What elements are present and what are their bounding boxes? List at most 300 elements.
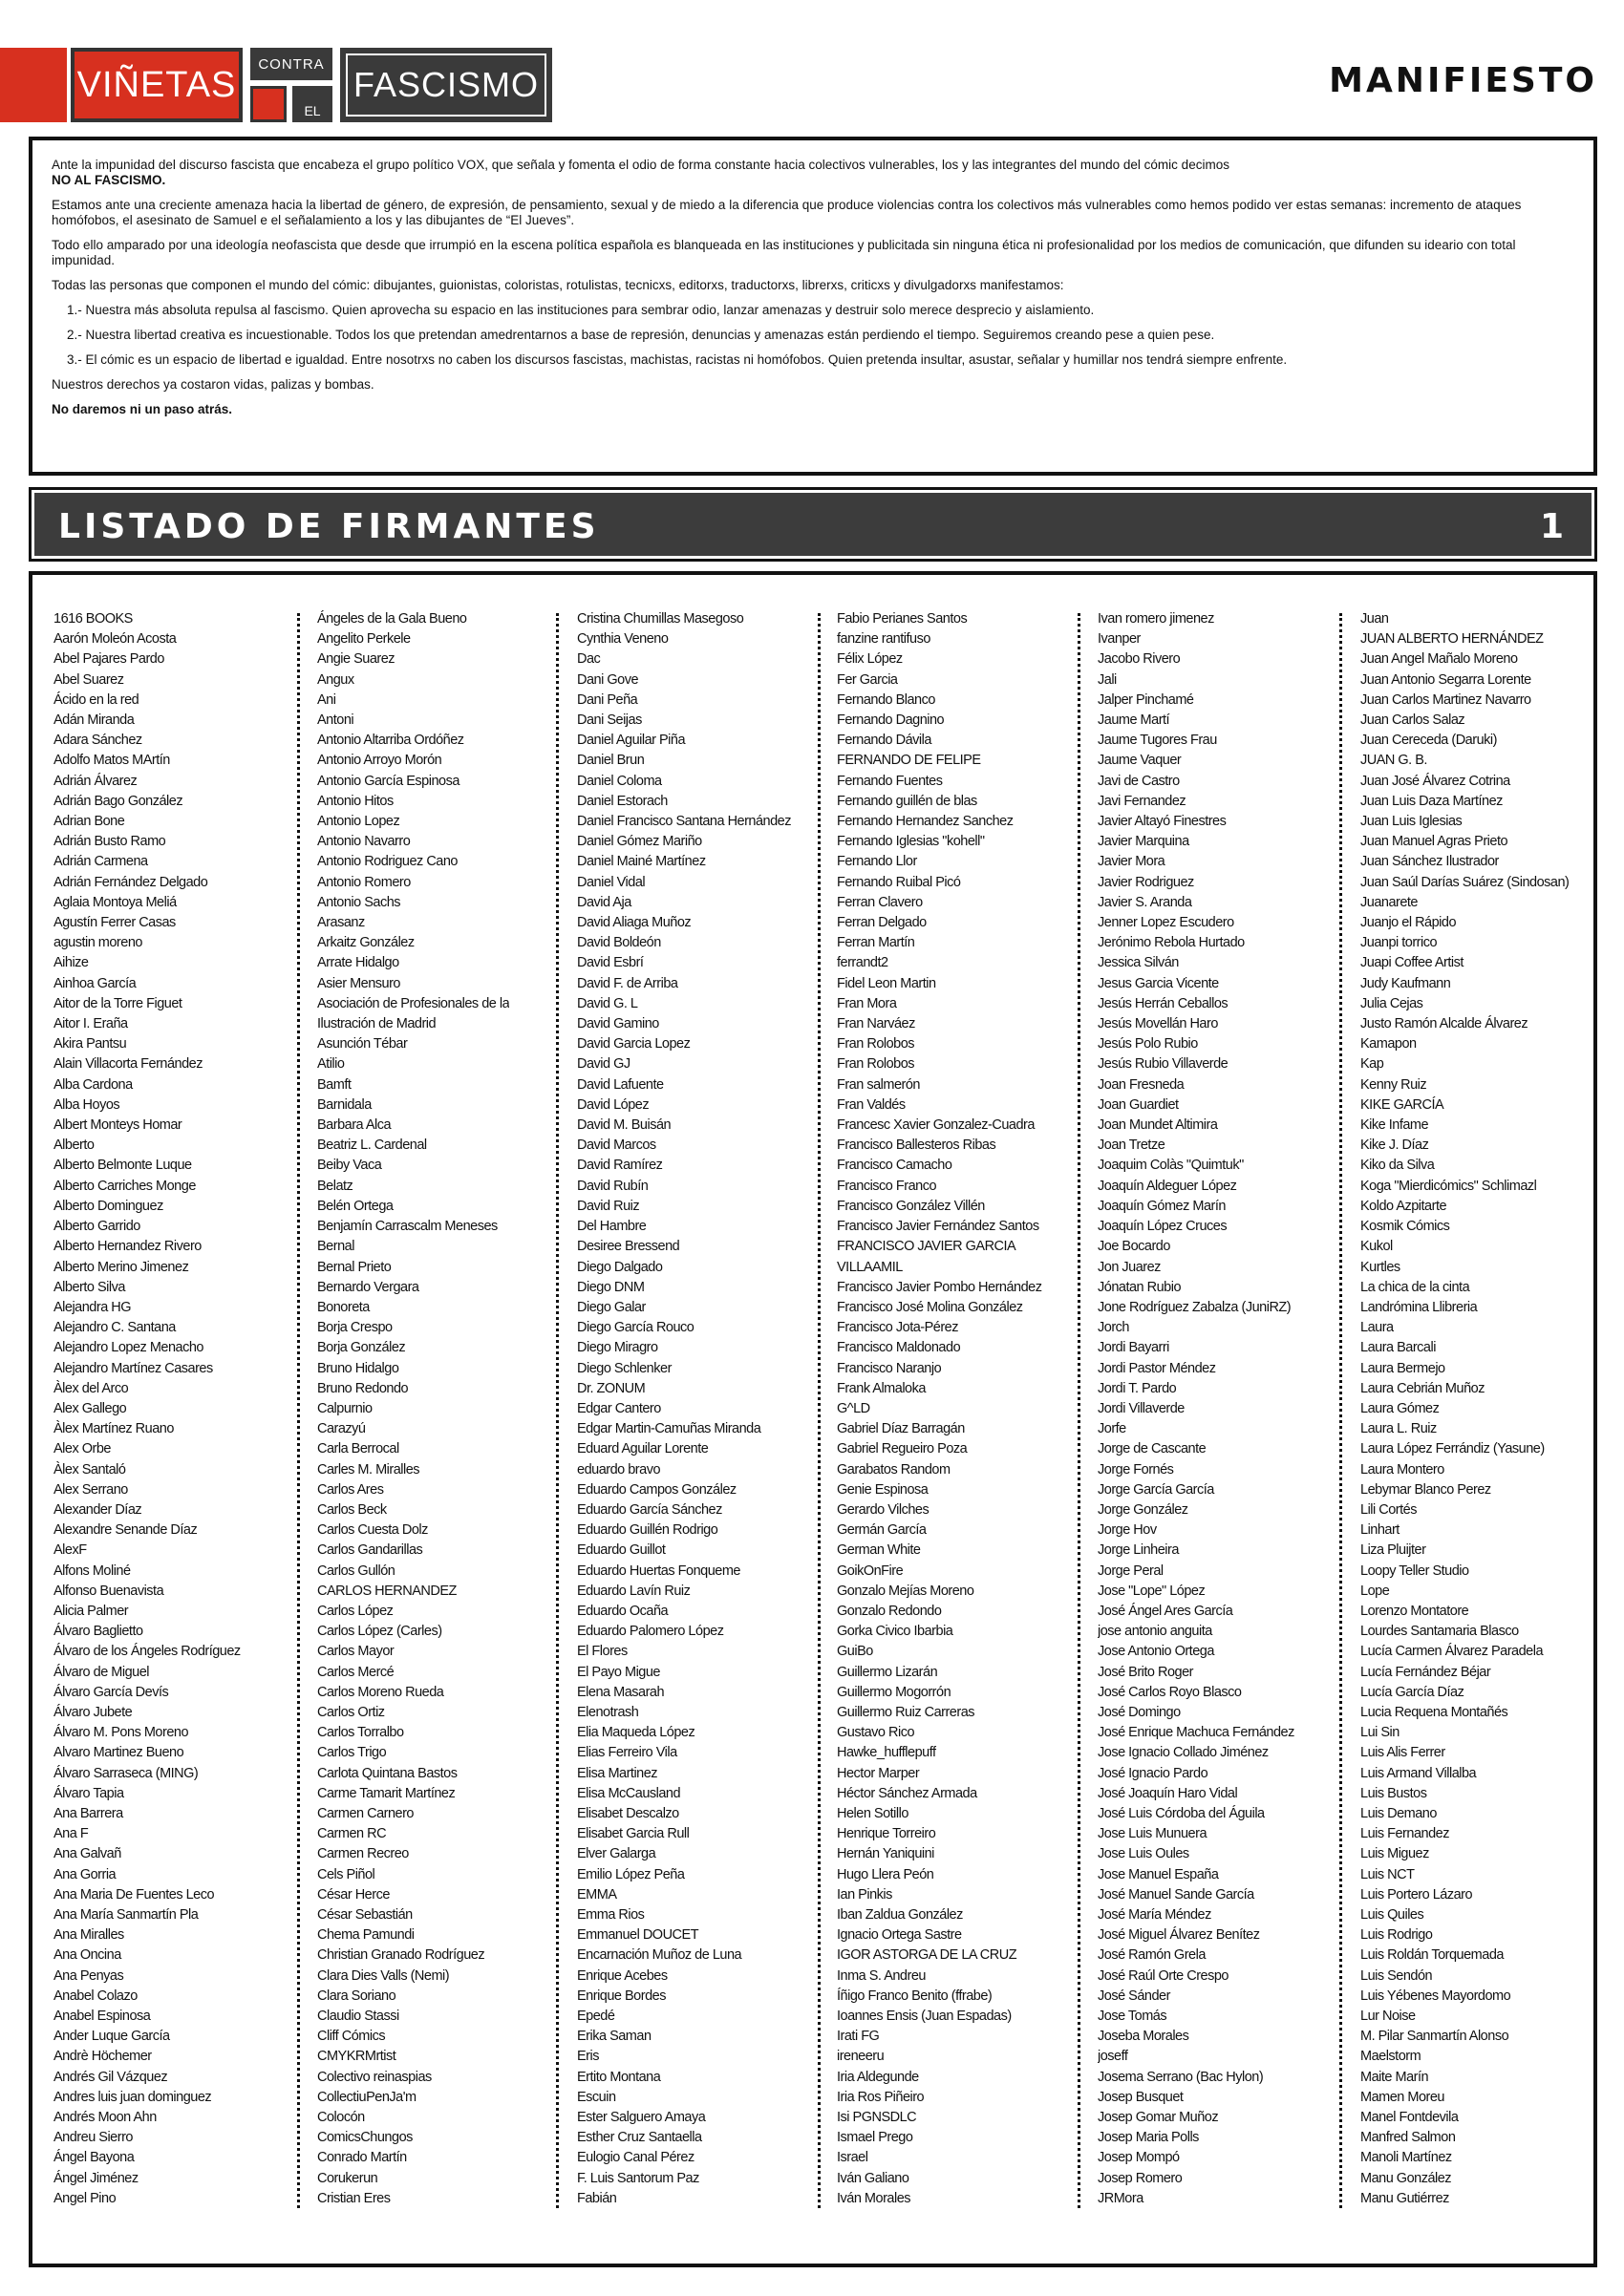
signatory-name: Enrique Bordes (577, 1988, 666, 2004)
signatory-name: Carlos Moreno Rueda (317, 1684, 444, 1700)
signatory-name: Lucía García Díaz (1360, 1684, 1464, 1700)
signatory-name: Ivan romero jimenez (1098, 611, 1214, 627)
signatory-name: Jorge Fornés (1098, 1461, 1174, 1478)
signatory-name: Ana Galvañ (53, 1846, 121, 1862)
signatories-column-2 (317, 609, 509, 2209)
signatory-name: Diego García Rouco (577, 1320, 694, 1336)
signatory-name: Jesus Garcia Vicente (1098, 975, 1219, 991)
signatory-name: Jone Rodríguez Zabalza (JuniRZ) (1098, 1299, 1292, 1315)
signatory-name: Atilio (317, 1056, 345, 1073)
signatory-name: Manu González (1360, 2170, 1452, 2186)
signatory-name: Eduardo Huertas Fonqueme (577, 1563, 740, 1579)
signatory-name: David GJ (577, 1056, 630, 1073)
signatory-name: Lucía Fernández Béjar (1360, 1664, 1491, 1680)
signatory-name: Elenotrash (577, 1704, 639, 1720)
signatory-name: KIKE GARCÍA (1360, 1096, 1444, 1113)
signatory-name: Luis Fernandez (1360, 1826, 1449, 1842)
signatory-name: Álvaro Jubete (53, 1704, 133, 1720)
signatory-name: Fernando Dávila (837, 733, 931, 749)
signatory-name: Lucia Requena Montañés (1360, 1704, 1508, 1720)
signatory-name: Cels Piñol (317, 1866, 375, 1882)
signatory-name: Ferran Delgado (837, 915, 927, 931)
signatory-name: Aitor I. Eraña (53, 1016, 128, 1032)
signatory-name: GoikOnFire (837, 1563, 904, 1579)
signatory-name: Héctor Sánchez Armada (837, 1785, 977, 1801)
signatory-name: Ángel Bayona (53, 2150, 135, 2166)
signatory-name: Alejandro Martínez Casares (53, 1360, 213, 1376)
signatory-name: Ferran Martín (837, 935, 915, 951)
signatory-name: Francisco Javier Pombo Hernández (837, 1279, 1042, 1295)
signatory-name: Aglaia Montoya Meliá (53, 894, 177, 910)
signatory-name: Gonzalo Redondo (837, 1603, 942, 1619)
signatory-name: Alex Orbe (53, 1441, 111, 1457)
manifesto-box (29, 137, 1597, 476)
signatory-name: JUAN ALBERTO HERNÁNDEZ (1360, 631, 1544, 648)
signatory-name: José Carlos Royo Blasco (1098, 1684, 1242, 1700)
signatory-name: Ana Maria De Fuentes Leco (53, 1886, 215, 1903)
signatory-name: Lucía Carmen Álvarez Paradela (1360, 1644, 1544, 1660)
signatory-name: Guillermo Lizarán (837, 1664, 938, 1680)
signatory-name: Eduardo Palomero López (577, 1624, 724, 1640)
signatory-name: Andres luis juan dominguez (53, 2089, 212, 2105)
signatory-name: Gabriel Regueiro Poza (837, 1441, 968, 1457)
signatory-name: Francisco Ballesteros Ribas (837, 1137, 996, 1154)
signatory-name: Ani (317, 691, 336, 708)
signatory-name: Josep Maria Polls (1098, 2130, 1199, 2146)
signatory-name: Dani Seijas (577, 712, 642, 729)
signatory-name: jose antonio anguita (1098, 1624, 1212, 1640)
signatory-name: Ana Oncina (53, 1947, 121, 1964)
signatory-name: Andreu Sierro (53, 2130, 133, 2146)
signatory-name: Albert Monteys Homar (53, 1117, 182, 1134)
signatory-name: Jordi Villaverde (1098, 1400, 1185, 1416)
signatory-name: Alejandro Lopez Menacho (53, 1340, 203, 1356)
signatory-name: Alberto Merino Jimenez (53, 1259, 189, 1275)
signatory-name: David Esbrí (577, 955, 644, 971)
signatory-name: Francisco Franco (837, 1178, 937, 1194)
signatory-name: Jesús Rubio Villaverde (1098, 1056, 1229, 1073)
signatory-name: Anabel Espinosa (53, 2009, 151, 2025)
signatory-name: Fran salmerón (837, 1076, 920, 1093)
signatory-name: Antonio Navarro (317, 834, 411, 850)
signatory-name: Elena Masarah (577, 1684, 665, 1700)
signatory-name: Andrè Höchemer (53, 2049, 152, 2065)
signatory-name: Alejandro C. Santana (53, 1320, 176, 1336)
signatory-name: Ángeles de la Gala Bueno (317, 611, 467, 627)
signatory-name: Carlos Torralbo (317, 1725, 404, 1741)
manifesto-point-2: 2.- Nuestra libertad creativa es incuestionable. Todos los que pretendan amedrentarnos a base de represión, denuncias y amenazas están perdiendo el tiempo. Seguiremos creando pese a quien pese. (67, 328, 1215, 342)
signatory-name: Bernal Prieto (317, 1259, 392, 1275)
signatory-name: Antonio Arroyo Morón (317, 753, 442, 769)
signatory-name: Esther Cruz Santaella (577, 2130, 702, 2146)
signatory-name: Javi Fernandez (1098, 793, 1186, 809)
signatory-name: Ana F (53, 1826, 89, 1842)
signatory-name: Carlos Mercé (317, 1664, 395, 1680)
signatory-name: Claudio Stassi (317, 2009, 399, 2025)
signatory-name: Eduardo Campos González (577, 1481, 737, 1498)
signatory-name: Álvaro de Miguel (53, 1664, 149, 1680)
signatory-name: David M. Buisán (577, 1117, 672, 1134)
signatory-name: Borja González (317, 1340, 406, 1356)
signatory-name: Juan Carlos Salaz (1360, 712, 1465, 729)
signatory-name: José Ignacio Pardo (1098, 1765, 1208, 1781)
signatory-name: Carlos Gullón (317, 1563, 395, 1579)
signatory-name: Corukerun (317, 2170, 378, 2186)
signatory-name: Juanpi torrico (1360, 935, 1438, 951)
signatories-column-5 (1098, 609, 1294, 2209)
signatory-name: Carmen RC (317, 1826, 387, 1842)
signatory-name: Laura L. Ruiz (1360, 1421, 1437, 1437)
signatory-name: Andrés Moon Ahn (53, 2110, 157, 2126)
signatory-name: Álvaro M. Pons Moreno (53, 1725, 189, 1741)
signatory-name: Manu Gutiérrez (1360, 2190, 1449, 2206)
signatory-name: Edgar Martin-Camuñas Miranda (577, 1421, 761, 1437)
signatory-name: Javier Rodriguez (1098, 874, 1194, 890)
signatory-name: Daniel Mainé Martínez (577, 854, 706, 870)
signatory-name: Encarnación Muñoz de Luna (577, 1947, 742, 1964)
signatory-name: Ángel Jiménez (53, 2170, 139, 2186)
signatory-name: Garabatos Random (837, 1461, 951, 1478)
signatory-name: Francisco Javier Fernández Santos (837, 1219, 1039, 1235)
signatory-name: Epedé (577, 2009, 615, 2025)
signatory-name: Joseba Morales (1098, 2029, 1189, 2045)
signatory-name: Laura (1360, 1320, 1394, 1336)
signatory-name: Alberto (53, 1137, 95, 1154)
signatory-name: Francisco González Villén (837, 1198, 985, 1214)
signatory-name: Fran Rolobos (837, 1036, 915, 1052)
signatory-name: Carlos Cuesta Dolz (317, 1522, 428, 1539)
signatory-name: Àlex Martínez Ruano (53, 1421, 174, 1437)
signatory-name: Elisabet Descalzo (577, 1805, 679, 1821)
signatory-name: Ana Barrera (53, 1805, 123, 1821)
banner-title: LISTADO DE FIRMANTES (58, 507, 600, 546)
signatory-name: Carlos Beck (317, 1501, 387, 1518)
page-title: MANIFIESTO (1329, 61, 1597, 100)
manifesto-paragraph-5: Nuestros derechos ya costaron vidas, palizas y bombas. (52, 377, 374, 392)
signatory-name: Kosmik Cómics (1360, 1219, 1450, 1235)
signatory-name: AlexF (53, 1542, 87, 1559)
logo-red-square (250, 86, 287, 122)
signatory-name: David G. L (577, 995, 638, 1011)
signatory-name: El Flores (577, 1644, 628, 1660)
signatory-name: Cristina Chumillas Masegoso (577, 611, 744, 627)
signatory-name: Jorge González (1098, 1501, 1188, 1518)
signatory-name: Dani Gove (577, 671, 639, 688)
signatory-name: Daniel Estorach (577, 793, 668, 809)
signatory-name: Jorfe (1098, 1421, 1126, 1437)
signatory-name: Akira Pantsu (53, 1036, 127, 1052)
signatory-name: Fabio Perianes Santos (837, 611, 968, 627)
signatory-name: Joan Tretze (1098, 1137, 1165, 1154)
signatory-name: Lili Cortés (1360, 1501, 1417, 1518)
signatory-name: Justo Ramón Alcalde Álvarez (1360, 1016, 1528, 1032)
signatory-name: Daniel Coloma (577, 773, 662, 789)
signatory-name: Isi PGNSDLC (837, 2110, 917, 2126)
signatory-name: Ana Miralles (53, 1927, 124, 1944)
signatory-name: José Ángel Ares García (1098, 1603, 1233, 1619)
signatory-name: Elisabet Garcia Rull (577, 1826, 690, 1842)
logo-separator (243, 48, 250, 122)
signatory-name: Beiby Vaca (317, 1158, 382, 1174)
signatory-name: Gerardo Vilches (837, 1501, 930, 1518)
signatory-name: Eduardo Guillén Rodrigo (577, 1522, 718, 1539)
signatory-name: Irati FG (837, 2029, 880, 2045)
signatory-name: Carlos López (317, 1603, 394, 1619)
signatory-name: Joaquín Aldeguer López (1098, 1178, 1237, 1194)
signatory-name: CMYKRMrtist (317, 2049, 396, 2065)
signatory-name: Jalper Pinchamé (1098, 691, 1194, 708)
manifesto-point-3: 3.- El cómic es un espacio de libertad e igualdad. Entre nosotrxs no caben los discursos fascistas, machistas, racistas ni homófobos. Quien pretenda insultar, asustar, señalar y humillar nos tendrá siempre enfrente. (67, 352, 1288, 367)
signatory-name: César Herce (317, 1886, 390, 1903)
signatory-name: José Raúl Orte Crespo (1098, 1967, 1229, 1984)
signatory-name: Borja Crespo (317, 1320, 393, 1336)
signatory-name: Bruno Redondo (317, 1380, 409, 1396)
signatory-name: Hernán Yaniquini (837, 1846, 934, 1862)
signatory-name: Carla Berrocal (317, 1441, 399, 1457)
signatory-name: Josep Romero (1098, 2170, 1183, 2186)
signatory-name: Erika Saman (577, 2029, 652, 2045)
signatory-name: Alex Serrano (53, 1481, 128, 1498)
signatory-name: Cristian Eres (317, 2190, 391, 2206)
signatory-name: Ismael Prego (837, 2130, 913, 2146)
signatory-name: Alberto Garrido (53, 1219, 140, 1235)
column-separator (1078, 613, 1080, 2208)
signatory-name: Lur Noise (1360, 2009, 1416, 2025)
column-separator (818, 613, 821, 2208)
signatory-name: Juapi Coffee Artist (1360, 955, 1464, 971)
signatories-column-3 (577, 609, 791, 2209)
signatory-name: Alberto Carriches Monge (53, 1178, 196, 1194)
signatory-name: Clara Soriano (317, 1988, 396, 2004)
signatory-name: Adán Miranda (53, 712, 135, 729)
signatory-name: Emilio López Peña (577, 1866, 685, 1882)
signatory-name: Maite Marín (1360, 2069, 1429, 2085)
signatories-column-6 (1360, 609, 1569, 2209)
signatory-name: Jose Ignacio Collado Jiménez (1098, 1745, 1269, 1761)
signatory-name: Eduard Aguilar Lorente (577, 1441, 709, 1457)
signatory-name: Germán García (837, 1522, 927, 1539)
signatory-name: Fran Narváez (837, 1016, 915, 1032)
signatory-name: Álvaro de los Ángeles Rodríguez (53, 1644, 241, 1660)
signatory-name: Juan Antonio Segarra Lorente (1360, 671, 1531, 688)
signatory-name: F. Luis Santorum Paz (577, 2170, 699, 2186)
signatory-name: Fran Valdés (837, 1096, 906, 1113)
signatory-name: Francisco Jota-Pérez (837, 1320, 958, 1336)
signatory-name: Aitor de la Torre Figuet (53, 995, 182, 1011)
signatory-name: M. Pilar Sanmartín Alonso (1360, 2029, 1509, 2045)
signatory-name: Alfons Moliné (53, 1563, 131, 1579)
signatory-name: Asociación de Profesionales de la (317, 995, 510, 1011)
signatory-name: David Marcos (577, 1137, 656, 1154)
signatory-name: Fabián (577, 2190, 617, 2206)
signatory-name: Luis Alis Ferrer (1360, 1745, 1445, 1761)
signatory-name: Íñigo Franco Benito (ffrabe) (837, 1988, 993, 2004)
signatory-name: Bamft (317, 1076, 352, 1093)
page-number: 1 (1539, 507, 1564, 546)
signatory-name: Arkaitz González (317, 935, 415, 951)
column-separator (1339, 613, 1342, 2208)
signatory-name: Lope (1360, 1583, 1390, 1599)
signatory-name: Jordi Bayarri (1098, 1340, 1169, 1356)
signatory-name: Gorka Civico Ibarbia (837, 1624, 953, 1640)
signatory-name: Ácido en la red (53, 691, 139, 708)
signatory-name: Adrián Carmena (53, 854, 148, 870)
signatory-name: Luis Quiles (1360, 1907, 1424, 1923)
signatory-name: Jorge de Cascante (1098, 1441, 1207, 1457)
logo-red-strip (0, 48, 67, 122)
signatories-column-4 (837, 609, 1042, 2209)
signatory-name: Jose Luis Oules (1098, 1846, 1189, 1862)
signatory-name: José Sánder (1098, 1988, 1170, 2004)
signatory-name: Juan Luis Iglesias (1360, 814, 1463, 830)
signatory-name: Bruno Hidalgo (317, 1360, 399, 1376)
signatory-name: Francisco Maldonado (837, 1340, 961, 1356)
signatory-name: Carmen Recreo (317, 1846, 409, 1862)
signatory-name: Arrate Hidalgo (317, 955, 399, 971)
signatory-name: Jorge García García (1098, 1481, 1214, 1498)
signatory-name: Aarón Moleón Acosta (53, 631, 177, 648)
signatory-name: Christian Granado Rodríguez (317, 1947, 485, 1964)
signatory-name: FERNANDO DE FELIPE (837, 753, 981, 769)
signatory-name: Jose Luis Munuera (1098, 1826, 1207, 1842)
signatory-name: Adrian Bone (53, 814, 125, 830)
signatory-name: Elias Ferreiro Vila (577, 1745, 677, 1761)
manifesto-paragraph-4: Todas las personas que componen el mundo del cómic: dibujantes, guionistas, coloristas, rotulistas, tecnicxs, editorxs, traductorxs, librerxs, criticxs y divulgadorxs manifestamos: (52, 278, 1064, 292)
signatory-name: David Aliaga Muñoz (577, 915, 692, 931)
signatory-name: Kiko da Silva (1360, 1158, 1435, 1174)
signatory-name: Manel Fontdevila (1360, 2110, 1459, 2126)
signatory-name: Antonio Altarriba Ordóñez (317, 733, 464, 749)
signatory-name: Jon Juarez (1098, 1259, 1161, 1275)
signatory-name: Carlota Quintana Bastos (317, 1765, 458, 1781)
signatory-name: Jali (1098, 671, 1117, 688)
signatory-name: César Sebastián (317, 1907, 413, 1923)
signatory-name: joseff (1098, 2049, 1128, 2065)
signatory-name: Eduardo Lavín Ruiz (577, 1583, 691, 1599)
signatory-name: Frank Almaloka (837, 1380, 926, 1396)
signatory-name: Javier Marquina (1098, 834, 1189, 850)
signatory-name: Laura Montero (1360, 1461, 1444, 1478)
signatory-name: Jaume Martí (1098, 712, 1170, 729)
signatory-name: Manoli Martínez (1360, 2150, 1452, 2166)
signatory-name: Abel Suarez (53, 671, 124, 688)
signatory-name: Juan Luis Daza Martínez (1360, 793, 1503, 809)
signatory-name: Adrián Fernández Delgado (53, 874, 208, 890)
signatory-name: Colocón (317, 2110, 365, 2126)
signatory-name: Agustín Ferrer Casas (53, 915, 176, 931)
signatory-name: David F. de Arriba (577, 975, 678, 991)
signatory-name: Kurtles (1360, 1259, 1400, 1275)
signatory-name: Luis Roldán Torquemada (1360, 1947, 1504, 1964)
signatory-name: Fer Garcia (837, 671, 898, 688)
signatory-name: David Gamino (577, 1016, 659, 1032)
signatory-name: Antonio Lopez (317, 814, 400, 830)
signatory-name: Antonio Hitos (317, 793, 394, 809)
signatory-name: Del Hambre (577, 1219, 647, 1235)
signatory-name: Hugo Llera Peón (837, 1866, 934, 1882)
signatory-name: Francisco Naranjo (837, 1360, 942, 1376)
signatory-name: Jose "Lope" López (1098, 1583, 1206, 1599)
signatory-name: Mamen Moreu (1360, 2089, 1444, 2105)
signatory-name: Jorge Hov (1098, 1522, 1157, 1539)
signatory-name: Fernando Ruibal Picó (837, 874, 961, 890)
signatory-name: David Boldeón (577, 935, 661, 951)
signatory-name: Antonio García Espinosa (317, 773, 459, 789)
signatory-name: José Miguel Álvarez Benítez (1098, 1927, 1260, 1944)
signatory-name: Francisco José Molina González (837, 1299, 1023, 1315)
signatory-name: Jenner Lopez Escudero (1098, 915, 1234, 931)
signatory-name: Joe Bocardo (1098, 1239, 1170, 1255)
signatory-name: Ertito Montana (577, 2069, 661, 2085)
signatories-banner (29, 487, 1597, 562)
signatory-name: Belén Ortega (317, 1198, 394, 1214)
signatory-name: Angel Pino (53, 2190, 117, 2206)
signatory-name: Cliff Cómics (317, 2029, 386, 2045)
signatory-name: Cynthia Veneno (577, 631, 669, 648)
signatory-name: Javier Altayó Finestres (1098, 814, 1227, 830)
signatory-name: Alicia Palmer (53, 1603, 129, 1619)
signatory-name: Angelito Perkele (317, 631, 411, 648)
signatory-name: Álvaro Sarraseca (MING) (53, 1765, 199, 1781)
signatory-name: Iban Zaldua González (837, 1907, 963, 1923)
signatory-name: Julia Cejas (1360, 995, 1423, 1011)
signatory-name: Javi de Castro (1098, 773, 1180, 789)
signatory-name: fanzine rantifuso (837, 631, 930, 648)
signatory-name: Jesús Movellán Haro (1098, 1016, 1218, 1032)
signatory-name: Jose Antonio Ortega (1098, 1644, 1214, 1660)
signatory-name: David López (577, 1096, 650, 1113)
signatory-name: Alberto Hernandez Rivero (53, 1239, 202, 1255)
signatory-name: Adrián Busto Ramo (53, 834, 166, 850)
signatory-name: 1616 BOOKS (53, 611, 133, 627)
signatory-name: Juan (1360, 611, 1389, 627)
signatory-name: Alfonso Buenavista (53, 1583, 164, 1599)
signatory-name: Jaume Vaquer (1098, 753, 1182, 769)
signatory-name: Daniel Vidal (577, 874, 646, 890)
signatory-name: Eduardo Guillot (577, 1542, 666, 1559)
signatory-name: Fernando Hernandez Sanchez (837, 814, 1014, 830)
signatory-name: Fernando guillén de blas (837, 793, 977, 809)
signatory-name: Juanarete (1360, 894, 1418, 910)
signatory-name: Ainhoa García (53, 975, 137, 991)
signatory-name: Fidel Leon Martin (837, 975, 936, 991)
signatory-name: Josema Serrano (Bac Hylon) (1098, 2069, 1264, 2085)
signatory-name: Lui Sin (1360, 1725, 1400, 1741)
signatory-name: Jessica Silván (1098, 955, 1179, 971)
signatory-name: CollectiuPenJa'm (317, 2089, 417, 2105)
manifesto-closing: No daremos ni un paso atrás. (52, 402, 233, 416)
signatory-name: Diego Schlenker (577, 1360, 672, 1376)
signatory-name: Luis Sendón (1360, 1967, 1433, 1984)
signatory-name: Juan Sánchez Ilustrador (1360, 854, 1499, 870)
signatory-name: Laura Barcali (1360, 1340, 1436, 1356)
signatory-name: JUAN G. B. (1360, 753, 1427, 769)
signatory-name: Antonio Sachs (317, 894, 401, 910)
signatory-name: Alain Villacorta Fernández (53, 1056, 203, 1073)
signatory-name: José Brito Roger (1098, 1664, 1193, 1680)
signatory-name: ComicsChungos (317, 2130, 413, 2146)
signatory-name: Ioannes Ensis (Juan Espadas) (837, 2009, 1012, 2025)
signatory-name: José María Méndez (1098, 1907, 1211, 1923)
signatory-name: Joaquín López Cruces (1098, 1219, 1228, 1235)
signatory-name: Diego DNM (577, 1279, 645, 1295)
signatory-name: Kike Infame (1360, 1117, 1429, 1134)
signatory-name: Daniel Gómez Mariño (577, 834, 702, 850)
signatory-name: Belatz (317, 1178, 353, 1194)
signatory-name: Alvaro Martinez Bueno (53, 1745, 184, 1761)
signatories-column-1 (53, 609, 241, 2209)
signatory-name: Jordi Pastor Méndez (1098, 1360, 1216, 1376)
